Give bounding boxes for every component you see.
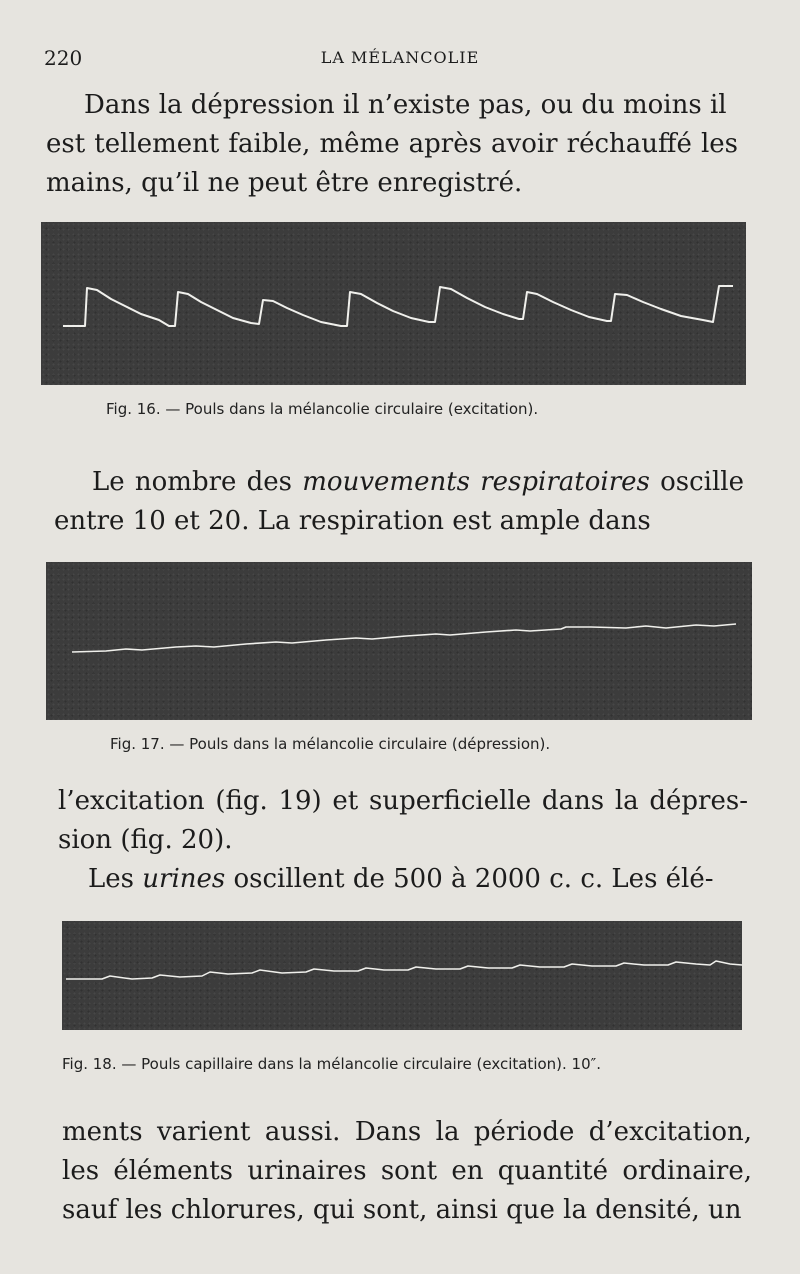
- figure-17-pulse-trace-depression: [46, 562, 752, 720]
- running-title: LA MÉLANCOLIE: [320, 48, 480, 67]
- paragraph-3: [58, 782, 748, 899]
- page-number: 220: [44, 46, 83, 70]
- pulse-trace-line: [72, 624, 736, 652]
- figure-17-caption: Fig. 17. — Pouls dans la mélancolie circulaire (dépression).: [110, 735, 551, 753]
- figure-18-caption: Fig. 18. — Pouls capillaire dans la mélancolie circulaire (excitation). 10″.: [62, 1055, 602, 1073]
- pulse-trace-line: [63, 286, 733, 326]
- pulse-trace-svg: [41, 222, 746, 385]
- paragraph-1-line-1: Dans la dépression il n’existe pas, ou du moins il: [84, 90, 727, 120]
- paragraph-1: [46, 86, 738, 203]
- pulse-trace-line: [66, 961, 742, 979]
- paragraph-2-text-b: oscille entre 10 et 20. La respiration est ample dans: [54, 467, 744, 536]
- paragraph-1-rest: est tellement faible, même après avoir réchauffé les mains, qu’il ne peut être enregistré.: [46, 129, 738, 198]
- pulse-trace-svg: [62, 921, 742, 1030]
- paragraph-4: ments varient aussi. Dans la période d’excitation, les éléments urinaires sont en quantité ordinaire, sauf les chlorures, qui sont, ainsi que la densité, un: [62, 1117, 752, 1225]
- paragraph-2-text-a: Le nombre des: [92, 467, 303, 497]
- paragraph-3-line-1: l’excitation (fig. 19) et superficielle dans la dépres-sion (fig. 20).: [58, 786, 748, 855]
- paragraph-2-emphasis: mouvements respiratoires: [302, 467, 650, 497]
- figure-16-caption: Fig. 16. — Pouls dans la mélancolie circulaire (excitation).: [106, 400, 539, 418]
- paragraph-2: [54, 463, 744, 541]
- figure-16-pulse-trace-excitation: [41, 222, 746, 385]
- pulse-trace-svg: [46, 562, 752, 720]
- figure-18-capillary-pulse-trace: [62, 921, 742, 1030]
- paragraph-3-text-b: oscillent de 500 à 2000 c. c. Les élé-: [225, 864, 714, 894]
- paragraph-3-text-a: Les: [88, 864, 143, 894]
- paragraph-3-emphasis: urines: [142, 864, 226, 894]
